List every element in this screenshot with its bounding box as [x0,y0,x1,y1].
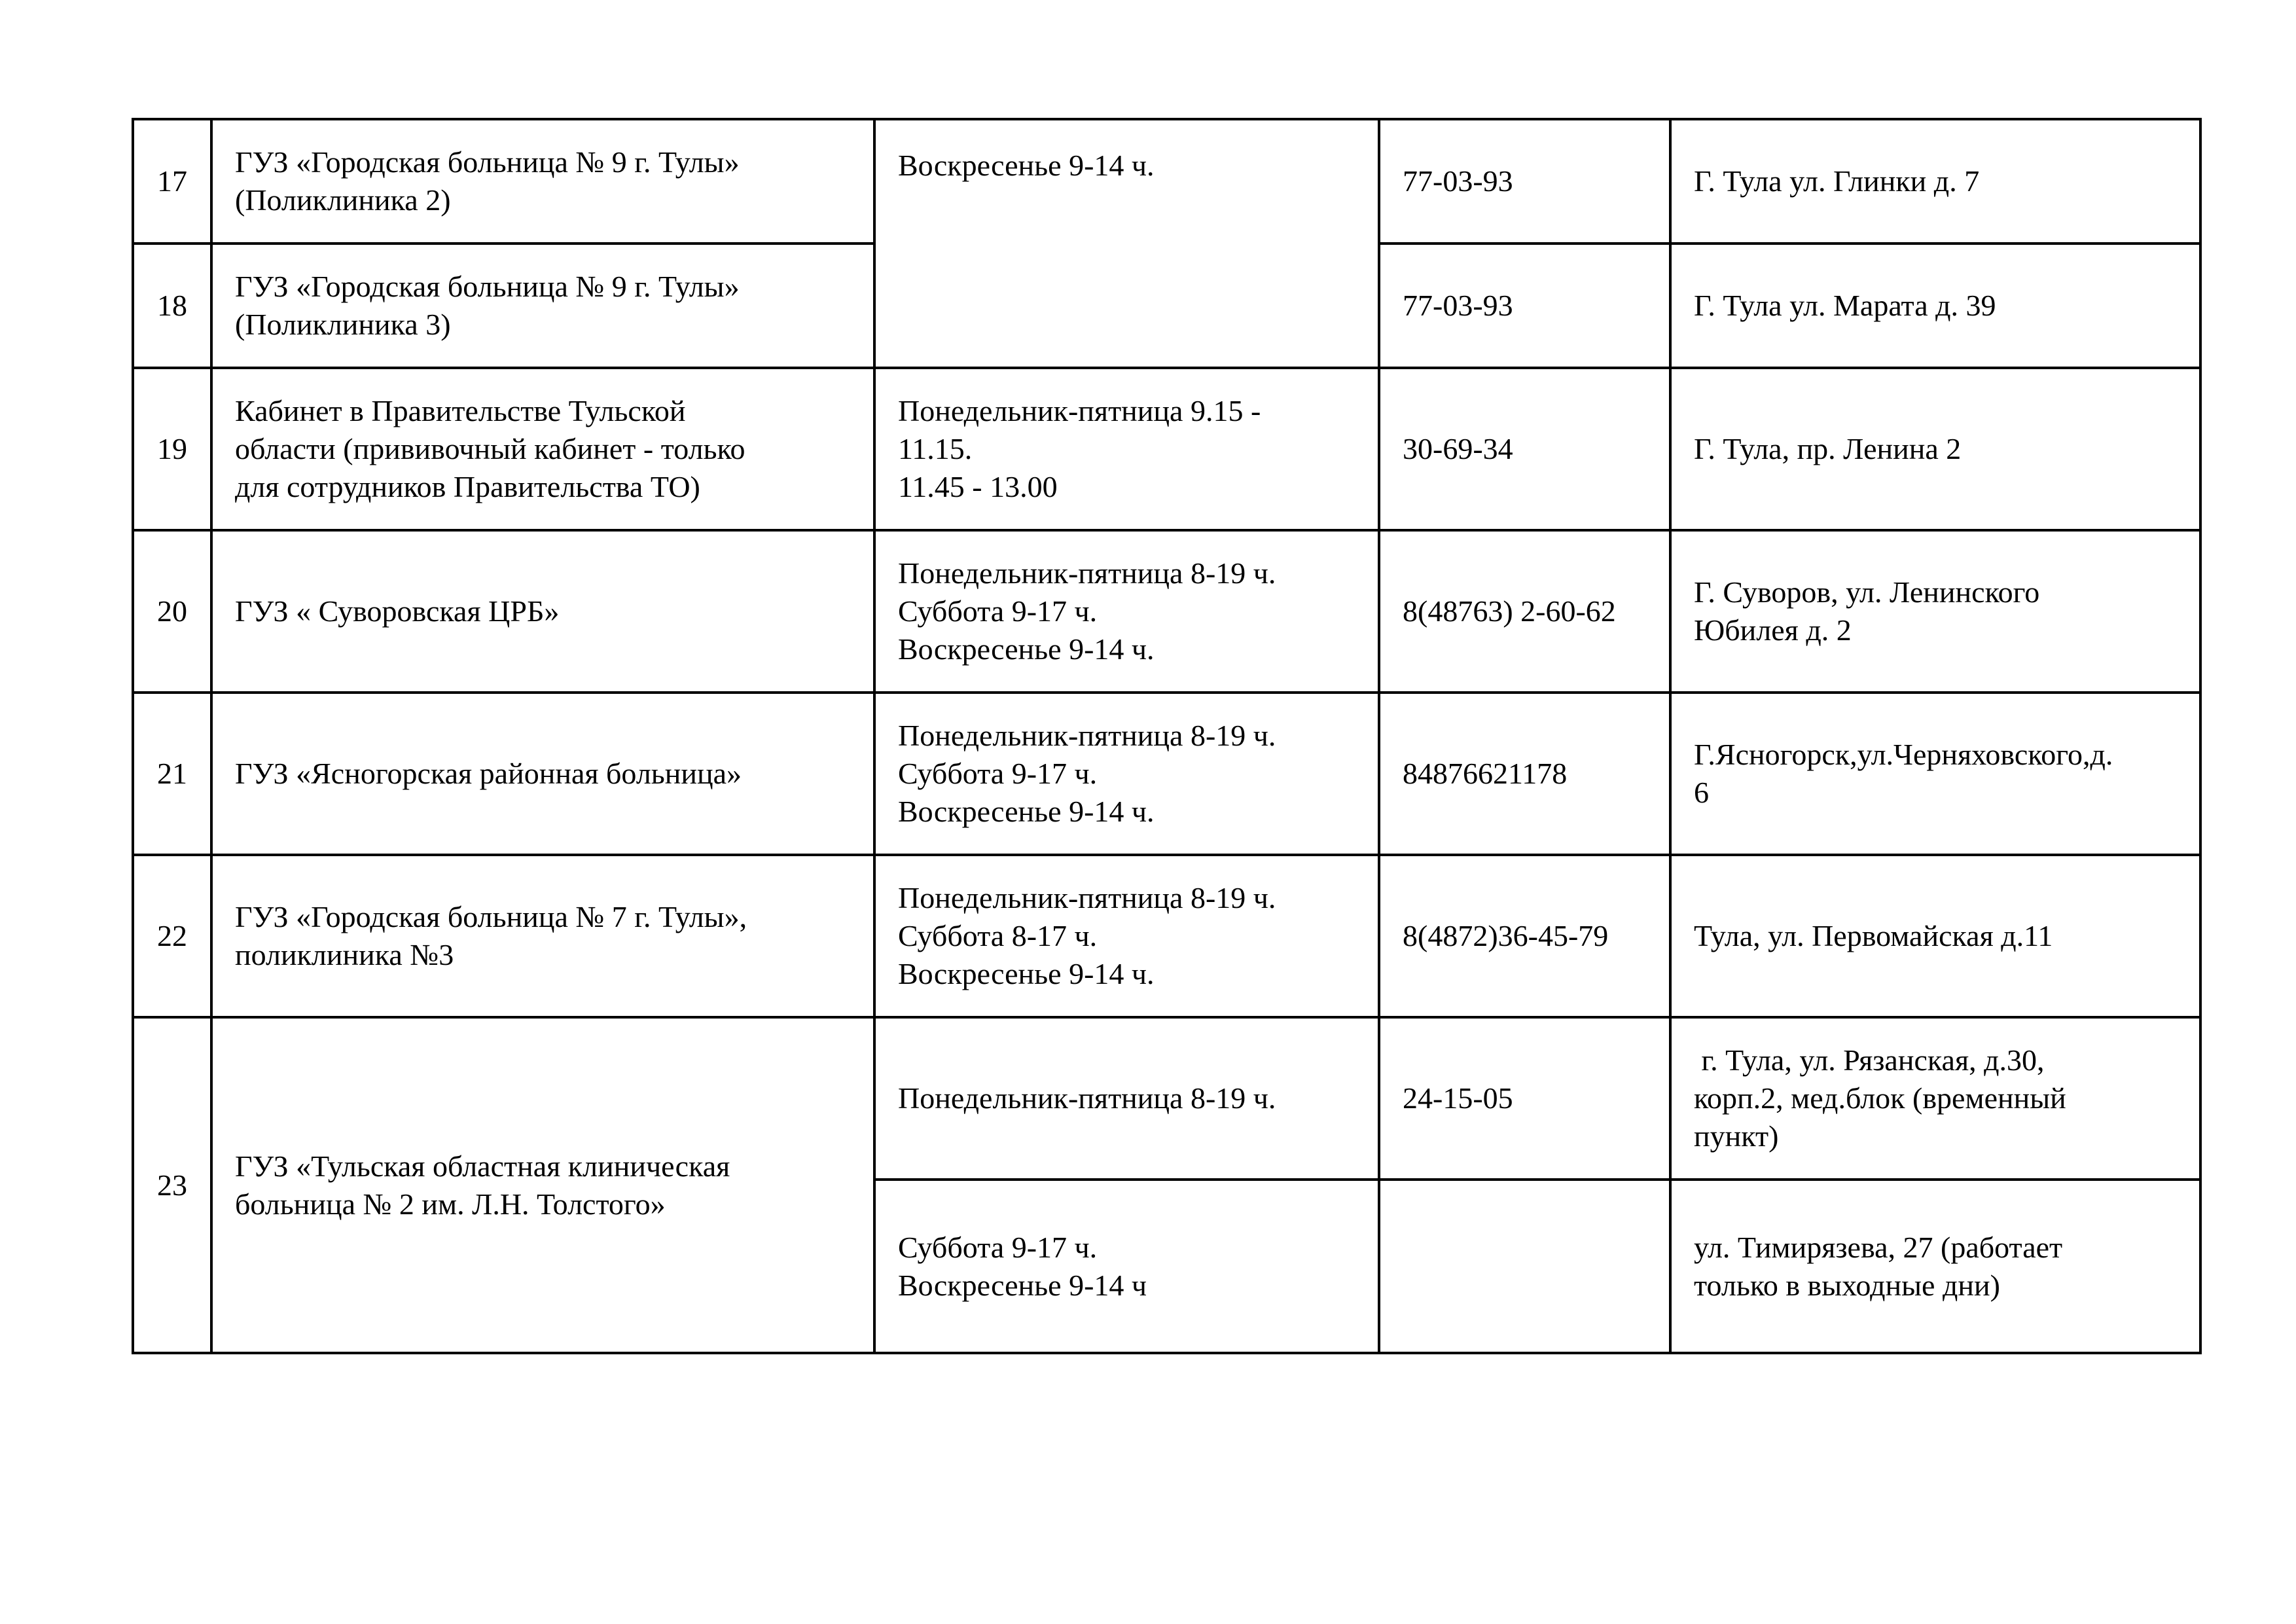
address: Г. Тула, пр. Ленина 2 [1670,368,2200,530]
working-hours: Воскресенье 9-14 ч. [874,119,1379,368]
table-row [133,855,2200,1017]
phone: 30-69-34 [1379,368,1670,530]
phone: 8(48763) 2-60-62 [1379,530,1670,693]
institution-name: ГУЗ «Городская больница № 9 г. Тулы» (Поликлиника 3) [211,244,874,368]
row-number: 18 [133,244,211,368]
table-row [133,1017,2200,1180]
phone [1379,1180,1670,1353]
table-row [133,530,2200,693]
row-number: 19 [133,368,211,530]
row-number: 17 [133,119,211,244]
address: Г. Суворов, ул. Ленинского Юбилея д. 2 [1670,530,2200,693]
address: г. Тула, ул. Рязанская, д.30, корп.2, мед.блок (временный пункт) [1670,1017,2200,1180]
row-number: 21 [133,693,211,855]
phone: 84876621178 [1379,693,1670,855]
address: ул. Тимирязева, 27 (работает только в выходные дни) [1670,1180,2200,1353]
address: Тула, ул. Первомайская д.11 [1670,855,2200,1017]
table-row [133,693,2200,855]
schedule-table [132,118,2202,1354]
working-hours: Понедельник-пятница 8-19 ч. Суббота 8-17 ч. Воскресенье 9-14 ч. [874,855,1379,1017]
address: Г. Тула ул. Марата д. 39 [1670,244,2200,368]
row-number: 20 [133,530,211,693]
working-hours: Понедельник-пятница 9.15 - 11.15. 11.45 - 13.00 [874,368,1379,530]
institution-name: ГУЗ «Городская больница № 9 г. Тулы» (Поликлиника 2) [211,119,874,244]
phone: 77-03-93 [1379,244,1670,368]
row-number: 23 [133,1017,211,1353]
working-hours: Суббота 9-17 ч. Воскресенье 9-14 ч [874,1180,1379,1353]
institution-name: Кабинет в Правительстве Тульской области (прививочный кабинет - только для сотрудников Правительства ТО) [211,368,874,530]
table-row [133,119,2200,244]
institution-name: ГУЗ «Ясногорская районная больница» [211,693,874,855]
table-row [133,368,2200,530]
row-number: 22 [133,855,211,1017]
institution-name: ГУЗ «Городская больница № 7 г. Тулы», поликлиника №3 [211,855,874,1017]
working-hours: Понедельник-пятница 8-19 ч. Суббота 9-17 ч. Воскресенье 9-14 ч. [874,530,1379,693]
working-hours: Понедельник-пятница 8-19 ч. [874,1017,1379,1180]
address: Г. Тула ул. Глинки д. 7 [1670,119,2200,244]
phone: 77-03-93 [1379,119,1670,244]
phone: 24-15-05 [1379,1017,1670,1180]
institution-name: ГУЗ « Суворовская ЦРБ» [211,530,874,693]
phone: 8(4872)36-45-79 [1379,855,1670,1017]
institution-name: ГУЗ «Тульская областная клиническая больница № 2 им. Л.Н. Толстого» [211,1017,874,1353]
working-hours: Понедельник-пятница 8-19 ч. Суббота 9-17 ч. Воскресенье 9-14 ч. [874,693,1379,855]
address: Г.Ясногорск,ул.Черняховского,д. 6 [1670,693,2200,855]
